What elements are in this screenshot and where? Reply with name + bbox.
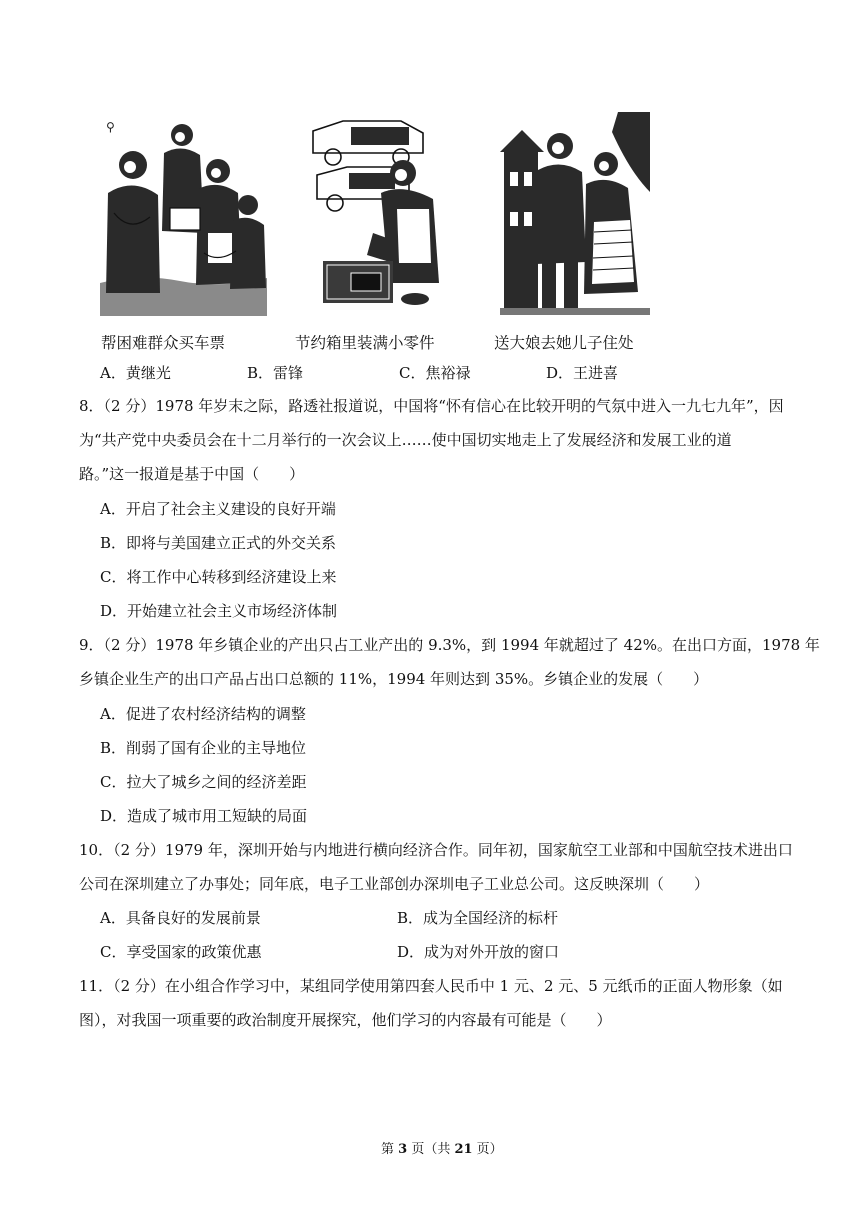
q7-option-c: C．焦裕禄 (399, 364, 471, 382)
worker-with-parts-box-illustration (303, 113, 445, 313)
q11-stem-line-1: 11．（2 分）在小组合作学习中，某组同学使用第四套人民币中 1 元、2 元、5 元纸币的正面人物形象（如 (79, 977, 783, 995)
figures-buying-tickets-illustration (100, 113, 267, 316)
q8-stem-line-3: 路。”这一报道是基于中国（ ） (79, 465, 305, 483)
q10-option-c: C．享受国家的政策优惠 (100, 943, 262, 961)
soldier-escorting-elder-illustration (500, 112, 650, 315)
q9-option-b: B．削弱了国有企业的主导地位 (100, 739, 307, 757)
q8-option-a: A．开启了社会主义建设的良好开端 (100, 500, 336, 518)
q7-option-b: B．雷锋 (247, 364, 304, 382)
page-footer (381, 1138, 503, 1157)
illustration-1 (100, 113, 267, 316)
illustration-3 (500, 112, 650, 315)
q10-option-d: D．成为对外开放的窗口 (397, 943, 560, 961)
q11-stem-line-2: 图），对我国一项重要的政治制度开展探究，他们学习的内容最有可能是（ ） (79, 1011, 612, 1029)
q8-option-b: B．即将与美国建立正式的外交关系 (100, 534, 337, 552)
illustration-2 (303, 113, 445, 313)
illustration-caption-2: 节约箱里装满小零件 (295, 334, 435, 352)
q8-stem-line-2: 为“共产党中央委员会在十二月举行的一次会议上……使中国切实地走上了发展经济和发展工业的道 (79, 431, 732, 449)
footer-page-number: 3 (398, 1142, 408, 1157)
q7-option-d: D．王进喜 (546, 364, 619, 382)
q7-option-a: A．黄继光 (100, 364, 171, 382)
illustration-caption-3: 送大娘去她儿子住处 (494, 334, 634, 352)
footer-total-pages: 21 (454, 1142, 473, 1157)
q9-option-d: D．造成了城市用工短缺的局面 (100, 807, 308, 825)
q10-option-a: A．具备良好的发展前景 (100, 909, 261, 927)
q9-option-c: C．拉大了城乡之间的经济差距 (100, 773, 307, 791)
illustration-caption-1: 帮困难群众买车票 (101, 334, 226, 352)
q8-option-d: D．开始建立社会主义市场经济体制 (100, 602, 338, 620)
footer-middle: 页（共 (407, 1142, 455, 1157)
q9-option-a: A．促进了农村经济结构的调整 (100, 705, 306, 723)
svg-text:⚲: ⚲ (106, 120, 115, 134)
q8-option-c: C．将工作中心转移到经济建设上来 (100, 568, 337, 586)
footer-prefix: 第 (381, 1142, 399, 1157)
q10-stem-line-2: 公司在深圳建立了办事处；同年底，电子工业部创办深圳电子工业总公司。这反映深圳（ ） (79, 875, 710, 893)
q9-stem-line-2: 乡镇企业生产的出口产品占出口总额的 11%，1994 年则达到 35%。乡镇企业的发展（ ） (79, 670, 709, 688)
q10-option-b: B．成为全国经济的标杆 (397, 909, 559, 927)
footer-suffix: 页） (472, 1142, 503, 1157)
q8-stem-line-1: 8．（2 分）1978 年岁末之际，路透社报道说，中国将“怀有信心在比较开明的气氛中进入一九七九年”，因 (79, 397, 784, 415)
q10-stem-line-1: 10．（2 分）1979 年，深圳开始与内地进行横向经济合作。同年初，国家航空工业部和中国航空技术进出口 (79, 841, 793, 859)
q9-stem-line-1: 9．（2 分）1978 年乡镇企业的产出只占工业产出的 9.3%，到 1994 年就超过了 42%。在出口方面，1978 年 (79, 636, 820, 654)
